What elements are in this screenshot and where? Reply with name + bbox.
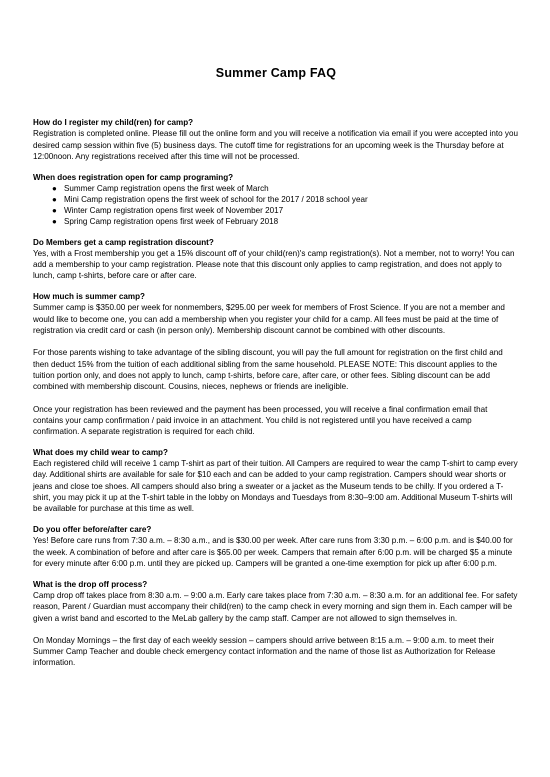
list-item: ● Summer Camp registration opens the first week of March — [52, 183, 269, 193]
faq-question: When does registration open for camp programing? — [33, 172, 234, 182]
faq-question: Do Members get a camp registration discount? — [33, 237, 214, 247]
faq-section-cost — [33, 291, 519, 437]
faq-answer: Each registered child will receive 1 camp T-shirt as part of their tuition. All Campers are required to wear the camp T-shirt to camp every day. Additional shirts are available for sale for $10 each and can be added to your camp registration. Campers should wear shorts or jeans and close toe shoes. All campers should also bring a sweater or a jacket as the Museum tends to be chilly. If you ordered a T-shirt, you may pick it up at the T-shirt table in the lobby on Mondays and Tuesdays from 8:30–9:00 am. Additional Museum T-shirts will be available for purchase at this time as well. — [33, 459, 518, 514]
faq-question: Do you offer before/after care? — [33, 525, 152, 535]
faq-answer: Once your registration has been reviewed and the payment has been processed, you will receive a final confirmation email that contains your camp confirmation / paid invoice in an attachment. You child is not registered until you have received a camp confirmation. A separate registration is required for each child. — [33, 404, 488, 437]
list-item: ● Spring Camp registration opens first week of February 2018 — [52, 217, 279, 227]
faq-section-dropoff — [33, 579, 519, 669]
faq-question: What is the drop off process? — [33, 579, 148, 589]
list-item: ● Mini Camp registration opens the first week of school for the 2017 / 2018 school year — [52, 194, 368, 204]
faq-content — [33, 117, 519, 678]
faq-answer: Camp drop off takes place from 8:30 a.m. – 9:00 a.m. Early care takes place from 7:30 a.m. – 8:30 a.m. for an additional fee. For safety reason, Parent / Guardian must accompany their child(ren) to the camp check in every morning and sign them in. Each camper will be given a wrist band and escorted to the MeLab gallery by the camp staff. Camper are not allowed to sign themselves in. — [33, 590, 518, 623]
faq-answer: Registration is completed online. Please fill out the online form and you will receive a notification via email if you were accepted into you desired camp session within five (5) business days. The cutoff time for registrations for an upcoming week is the Thursday before at 12:00noon. Any registrations received after this time will not be processed. — [33, 129, 518, 161]
faq-answer: For those parents wishing to take advantage of the sibling discount, you will pay the full amount for registration on the first child and then deduct 15% from the tuition of each additional sibling from the same household. PLEASE NOTE: This discount applies to the tuition portion only, and does not apply to lunch, camp t-shirts, before care, after care, or other fees. Sibling discount can be add combined with membership discount. Cousins, nieces, nephews or friends are ineligible. — [33, 348, 503, 392]
faq-answer: Yes! Before care runs from 7:30 a.m. – 8:30 a.m., and is $30.00 per week. After care runs from 3:30 p.m. – 6:00 p.m. and is $40.00 for the week. A combination of before and after care is $65.00 per week. Campers that remain after 6:00 p.m. will be charged $5 a minute for every minute after 6:00 p.m. until they are picked up. Campers will be granted a one-time exemption for pick up after 6:00 p.m. — [33, 536, 513, 568]
bullet-icon: ● — [52, 183, 57, 193]
faq-section-register — [33, 117, 519, 162]
faq-section-member-discount — [33, 237, 519, 282]
faq-answer: Yes, with a Frost membership you get a 15% discount off of your child(ren)'s camp registration(s). Not a member, not to worry! You can add a membership to your camp registration. Please note that this discount only applies to camp registration, and does not apply to lunch, camp t-shirts, before care or after care. — [33, 248, 515, 281]
registration-dates-list — [33, 183, 519, 227]
list-item: ● Winter Camp registration opens first week of November 2017 — [52, 205, 284, 215]
bullet-icon: ● — [52, 205, 57, 215]
faq-section-registration-open — [33, 172, 519, 228]
faq-section-care — [33, 524, 519, 569]
faq-question: How much is summer camp? — [33, 292, 145, 302]
bullet-icon: ● — [52, 217, 57, 227]
faq-answer: Summer camp is $350.00 per week for nonmembers, $295.00 per week for members of Frost Science. If you are not a member and would like to become one, you can add a membership when you register your child for a camp. All fees must be paid at the time of registration via credit card or cash (in person only). Membership discount cannot be combined with other discounts. — [33, 303, 505, 336]
faq-section-attire — [33, 447, 519, 515]
faq-question: What does my child wear to camp? — [33, 447, 168, 457]
bullet-icon: ● — [52, 194, 57, 204]
faq-question: How do I register my child(ren) for camp? — [33, 118, 194, 127]
page-title: Summer Camp FAQ — [215, 66, 337, 80]
faq-answer: On Monday Mornings – the first day of each weekly session – campers should arrive between 8:15 a.m. – 9:00 a.m. to meet their Summer Camp Teacher and double check emergency contact information and the name of those list as Authorization for Release information. — [33, 635, 496, 668]
